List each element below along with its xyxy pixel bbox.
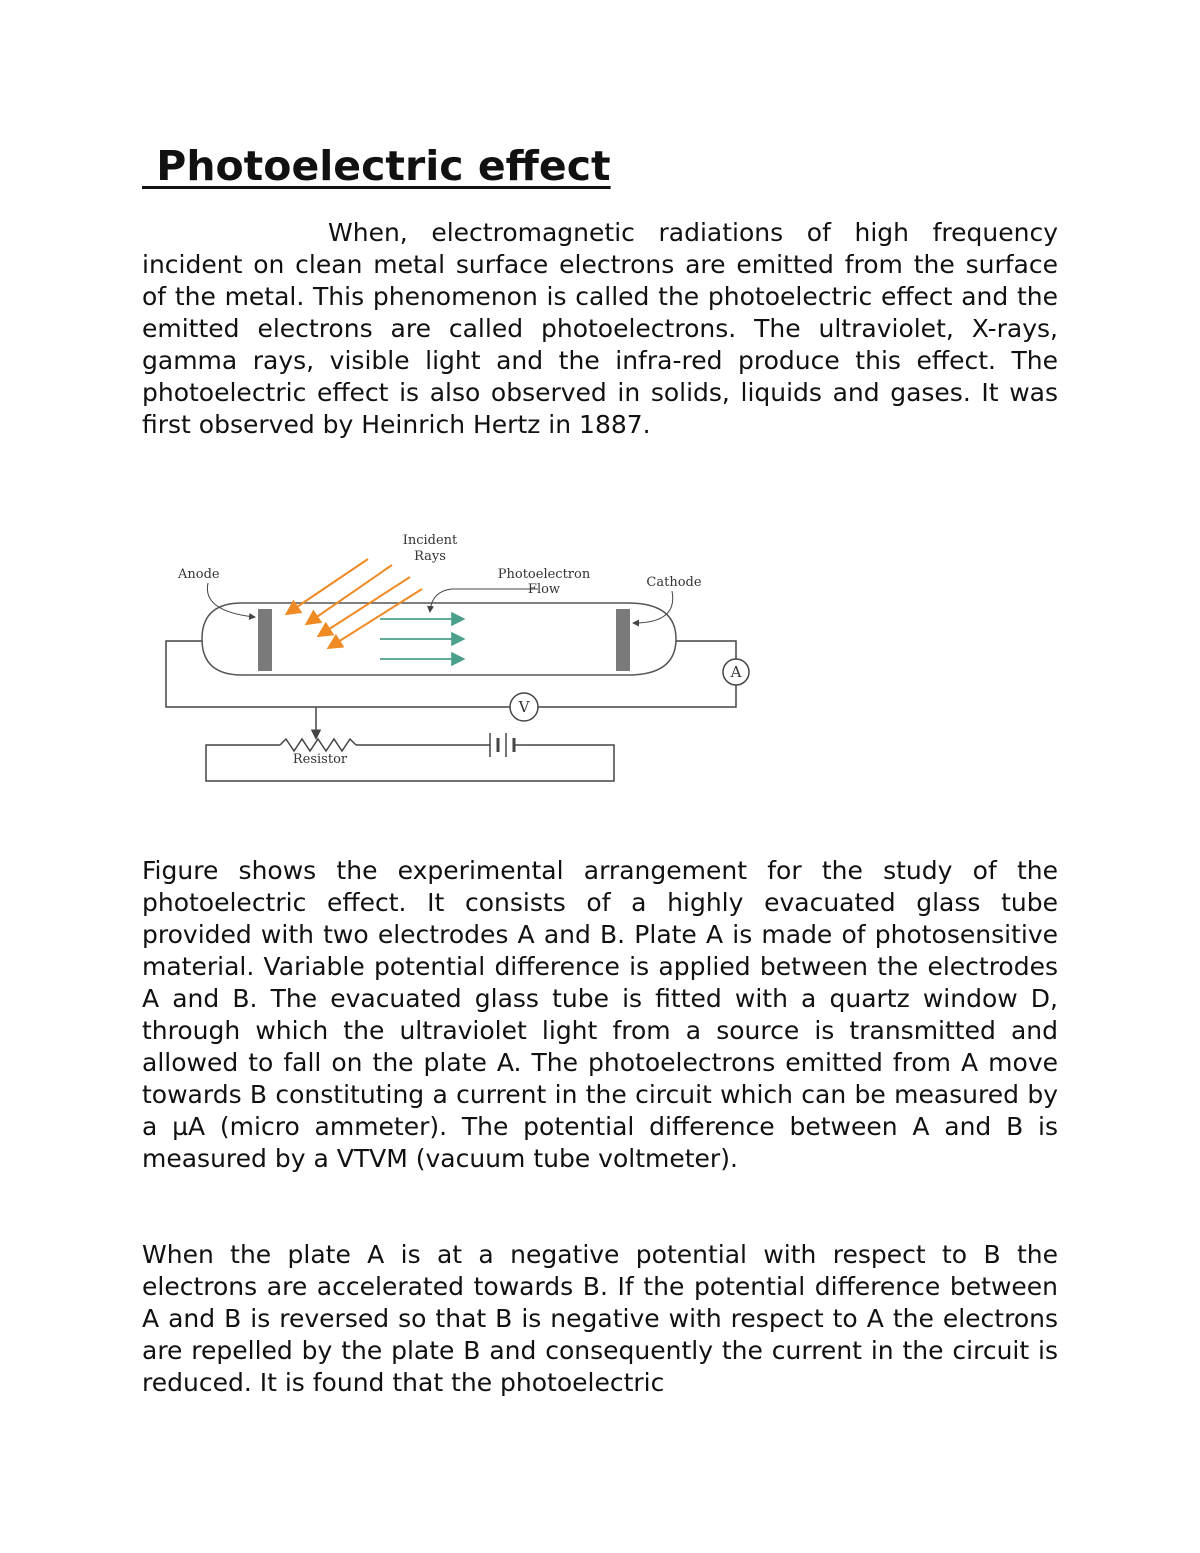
apparatus-diagram [160,525,740,790]
intro-paragraph: When, electromagnetic radiations of high frequency incident on clean metal surface electrons are emitted from the surface of the metal. This phenomenon is called the photoelectric effect and the emitted electrons are called photoelectrons. The ultraviolet, X-rays, gamma rays, visible light and the infra-red produce this effect. The photoelectric effect is also observed in solids, liquids and gases. It was first observed by Heinrich Hertz in 1887. [142,218,1058,439]
flow-leader [430,589,538,611]
resistor-label: Resistor [292,752,348,767]
anode-label: Anode [178,567,220,582]
experiment-paragraph: Figure shows the experimental arrangement for the study of the photoelectric effect. It consists of a highly evacuated glass tube provided with two electrodes A and B. Plate A is made of photosensitive material. Variable potential difference is applied between the electrodes A and B. The evacuated glass tube is fitted with a quartz window D, through which the ultraviolet light from a source is transmitted and allowed to fall on the plate A. The photoelectrons emitted from A move towards B constituting a current in the circuit which can be measured by a µA (micro ammeter). The potential difference between A and B is measured by a VTVM (vacuum tube voltmeter). [142,856,1058,1173]
anode-plate [258,609,272,671]
voltmeter-label: V [518,698,530,716]
potential-paragraph: When the plate A is at a negative potential with respect to B the electrons are accelerated towards B. If the potential difference between A and B is reversed so that B is negative with respect to A the electrons are repelled by the plate B and consequently the current in the circuit is reduced. It is found that the photoelectric [142,1240,1058,1397]
anode-leader [207,583,254,617]
cathode-plate [616,609,630,671]
resistor [280,739,356,751]
incident-ray [308,565,392,623]
photoelectric-apparatus-figure [160,525,740,790]
ammeter-label: A [730,663,742,681]
circuit-wire-right [676,641,736,659]
circuit-wire-right-lower [538,685,736,707]
photoelectron-flow-label-2: Flow [527,582,561,597]
battery [490,733,528,757]
photoelectron-flow-label: Photoelectron [497,567,591,582]
incident-ray [288,559,368,613]
circuit-wire-left [166,641,510,707]
incident-rays-label: Incident [402,533,458,548]
incident-rays-label-2: Rays [414,549,446,564]
page-title: Photoelectric effect [142,142,611,190]
lower-circuit-wire [206,745,614,781]
cathode-label: Cathode [646,575,702,590]
